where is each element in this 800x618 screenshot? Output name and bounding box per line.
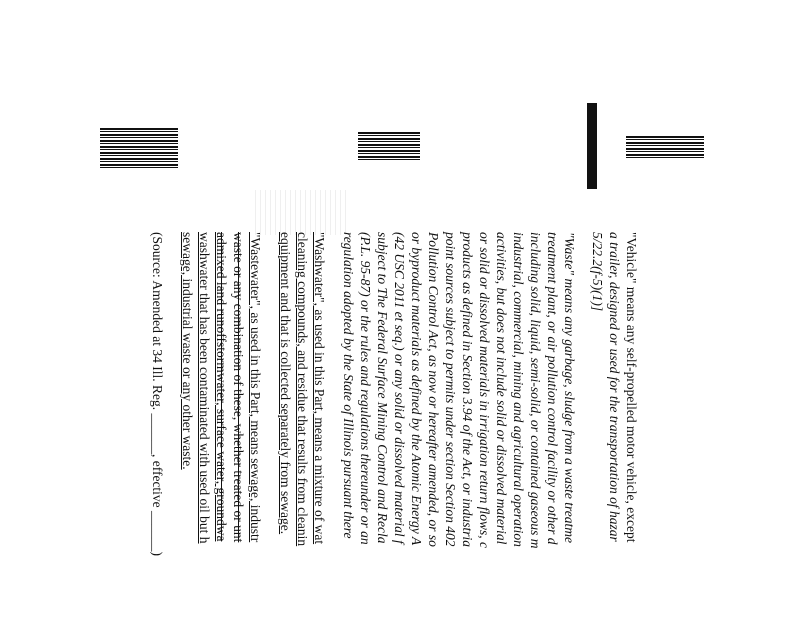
waste-line-13: regulation adopted by the State of Illinois pursuant there: [341, 232, 356, 539]
washwater-line-2: cleaning compounds, and residue that results from cleanin: [295, 232, 310, 547]
waste-line-1: "Waste" means any garbage, sludge from a waste treatme: [562, 232, 577, 543]
scan-artifact-center: [358, 132, 420, 162]
washwater-line-3: equipment and that is collected separately from sewage.: [278, 232, 293, 535]
wastewater-line-1: "Wastewater", as used in this Part, means sewage, industr: [248, 232, 263, 543]
waste-line-7: point sources subject to permits under section Section 402: [443, 232, 458, 547]
vehicle-line-1: "Vehicle" means any self-propelled motor vehicle, except: [624, 232, 639, 543]
waste-line-11: subject to The Federal Surface Mining Control and Recla: [375, 232, 390, 544]
scan-artifact-bar: [587, 103, 597, 189]
rotated-document: [140, 232, 640, 618]
waste-line-6: or solid or dissolved materials in irrigation return flows, c: [477, 232, 492, 549]
wastewater-line-5: sewage, industrial waste or any other waste.: [180, 232, 195, 470]
washwater-line-1: "Washwater", as used in this Part, means a mixture of wat: [312, 232, 327, 545]
waste-line-10: (42 USC 2011 et seq.) or any solid or dissolved material f: [392, 232, 407, 544]
wastewater-line-2: waste or any combination of these, whether treated or unt: [231, 232, 246, 543]
vehicle-line-2: a trailer, designed or used for the transportation of hazar: [607, 232, 622, 542]
wastewater-line-4: washwater that has been contaminated with used oil but h: [197, 232, 212, 544]
waste-line-2: treatment plant, or air pollution control facility or other d: [545, 232, 560, 545]
waste-line-8: Pollution Control Act, as now or hereafter amended, or so: [426, 232, 441, 547]
scan-artifact-left: [100, 128, 178, 168]
waste-line-5: activities, but does not include solid or dissolved material: [494, 232, 509, 545]
wastewater-line-3: admixed land runoffstormwater, surface water, groundwa: [214, 232, 229, 542]
waste-line-9: or byproduct materials as defined by the Atomic Energy A: [409, 232, 424, 546]
source-note: (Source: Amended at 34 Ill. Reg. ______, effective ______): [150, 232, 165, 557]
waste-line-products: products as defined in Section 3.94 of the Act, or industria: [460, 232, 475, 547]
vehicle-line-3: 5/22.2(f-5)(1)]: [590, 232, 605, 312]
waste-line-4: industrial, commercial, mining and agricultural operation: [511, 232, 526, 547]
scan-ghost-marks: [255, 190, 350, 235]
scan-artifact-right: [626, 136, 704, 158]
waste-line-12: (P.L. 95-87) or the rules and regulations thereunder or an: [358, 232, 373, 545]
waste-line-3: including solid, liquid, semi-solid, or contained gaseous m: [528, 232, 543, 549]
